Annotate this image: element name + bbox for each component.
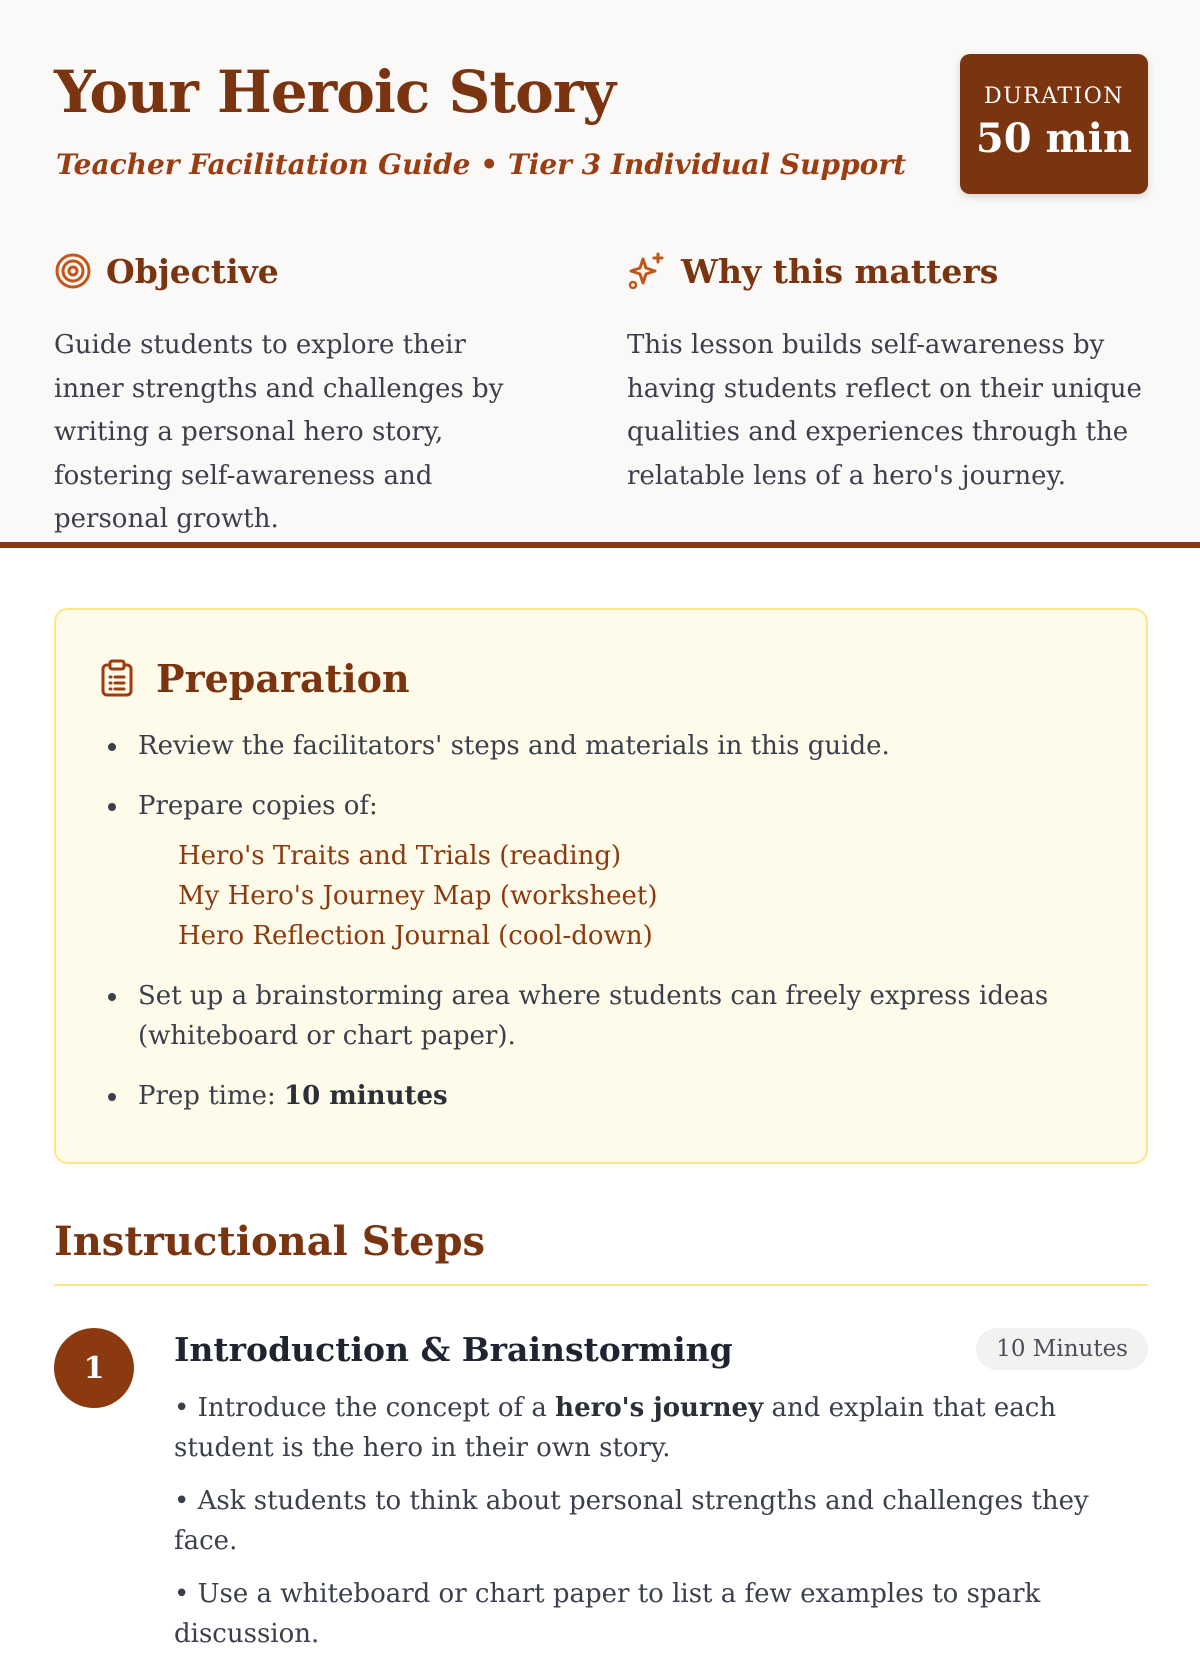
step-bullet [174, 1388, 1154, 1468]
page-title: Your Heroic Story [54, 58, 616, 126]
step-number: 1 [54, 1328, 134, 1408]
copies-intro: Prepare copies of: [138, 791, 378, 821]
preparation-list [100, 726, 1102, 1116]
duration-badge [960, 54, 1148, 194]
sparkles-icon [627, 251, 667, 291]
step-bullet: • Use a whiteboard or chart paper to list a few examples to spark discussion. [174, 1579, 1041, 1649]
prep-time-label: Prep time: [138, 1081, 285, 1111]
page-subtitle: Teacher Facilitation Guide • Tier 3 Individual Support [56, 148, 907, 181]
preparation-panel [54, 608, 1148, 1164]
preparation-heading: Preparation [156, 655, 410, 701]
step-bullet-text: and explain that each student is the hero in their own story. [174, 1393, 1057, 1463]
step-bullet-emphasis: hero's journey [555, 1393, 764, 1423]
copies-list [138, 836, 1102, 956]
duration-label: DURATION [983, 84, 1125, 109]
list-item [100, 1076, 1102, 1116]
lesson-header [0, 0, 1200, 548]
list-item [100, 786, 1102, 956]
why-section [627, 250, 1147, 498]
target-icon [54, 252, 92, 290]
objective-text: Guide students to explore their inner strengths and challenges by writing a personal hero story, fostering self-awareness and personal growth. [54, 330, 504, 534]
objective-heading: Objective [106, 251, 279, 291]
objective-section [54, 250, 534, 542]
step-time-badge: 10 Minutes [976, 1328, 1148, 1370]
clipboard-icon [100, 659, 134, 697]
step-body [174, 1388, 1154, 1667]
copy-item-worksheet: My Hero's Journey Map (worksheet) [178, 881, 658, 911]
divider [54, 1284, 1148, 1286]
copy-item-reading: Hero's Traits and Trials (reading) [178, 841, 622, 871]
step-title: Introduction & Brainstorming [174, 1330, 733, 1369]
steps-heading: Instructional Steps [54, 1218, 486, 1265]
why-heading: Why this matters [681, 251, 999, 291]
why-text: This lesson builds self-awareness by having students reflect on their unique qualities and experiences through the relatable lens of a hero's journey. [627, 330, 1142, 491]
step-bullet-text: • Introduce the concept of a [174, 1393, 556, 1423]
step-bullet: • Ask students to think about personal strengths and challenges they face. [174, 1486, 1089, 1556]
copy-item-journal: Hero Reflection Journal (cool-down) [178, 921, 653, 951]
list-item: Set up a brainstorming area where students can freely express ideas (whiteboard or chart paper). [100, 976, 1102, 1056]
duration-value: 50 min [975, 115, 1133, 162]
list-item: Review the facilitators' steps and materials in this guide. [100, 726, 1102, 766]
prep-time-value: 10 minutes [284, 1081, 448, 1111]
